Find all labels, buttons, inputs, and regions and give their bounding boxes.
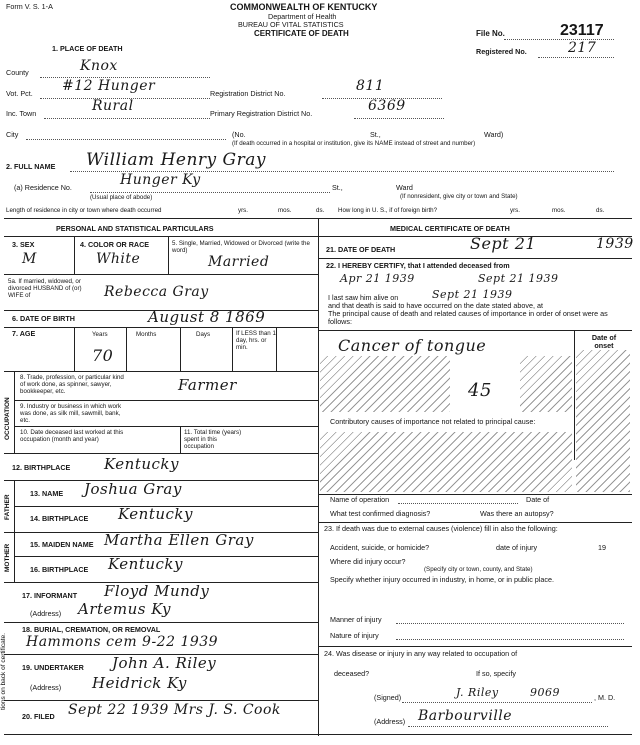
how-long-us: How long in U. S., if of foreign birth? xyxy=(338,207,438,214)
color-label: 4. COLOR OR RACE xyxy=(80,240,150,249)
dob-value: August 8 1869 xyxy=(148,308,266,326)
residence-label: (a) Residence No. xyxy=(14,183,72,192)
city-label: City xyxy=(6,130,19,139)
commonwealth-title: COMMONWEALTH OF KENTUCKY xyxy=(230,2,378,12)
where-injury-label: Where did injury occur? xyxy=(330,557,406,566)
age-years-value: 70 xyxy=(92,346,114,365)
signed-value: J. Riley xyxy=(456,686,499,699)
residence-st: St., xyxy=(332,183,343,192)
spouse-label: 5a. If married, widowed, or divorced HUSBAND of (or) WIFE of xyxy=(8,278,82,299)
hatched-area-4 xyxy=(576,350,630,492)
mother-birthplace-value: Kentucky xyxy=(108,555,183,573)
informant-value: Floyd Mundy xyxy=(104,582,210,600)
trade-value: Farmer xyxy=(178,376,237,394)
md-label: , M. D. xyxy=(594,693,616,702)
burial-label: 18. BURIAL, CREMATION, OR REMOVAL xyxy=(22,625,161,634)
informant-address-value: Artemus Ky xyxy=(78,600,171,618)
father-name-value: Joshua Gray xyxy=(84,480,182,498)
date-injury-year: 19 xyxy=(598,543,606,552)
less-than-label: If LESS than 1 day, hrs. or min. xyxy=(236,330,276,351)
sex-label: 3. SEX xyxy=(12,240,35,249)
specify-injury-label: Specify whether injury occurred in industry, in home, or in public place. xyxy=(330,575,554,584)
registered-no-value: 217 xyxy=(568,40,597,56)
length-residence-note: Length of residence in city or town where death occurred xyxy=(6,207,162,214)
occupation-side-label: OCCUPATION xyxy=(4,397,11,440)
usual-place-note: (Usual place of abode) xyxy=(90,194,153,201)
county-value: Knox xyxy=(80,58,118,74)
father-birthplace-value: Kentucky xyxy=(118,505,193,523)
trade-label: 8. Trade, profession, or particular kind of work done, as spinner, sawyer, bookkeeper, etc. xyxy=(20,374,124,395)
certificate-title: CERTIFICATE OF DEATH xyxy=(254,29,349,38)
mother-side-label: MOTHER xyxy=(4,543,11,572)
birthplace-label: 12. BIRTHPLACE xyxy=(12,463,71,472)
where-injury-note: (Specify city or town, county, and State) xyxy=(424,566,533,573)
vot-pct-value: #12 Hunger xyxy=(62,78,156,94)
death-said-note: and that death is said to have occurred on the date stated above, at xyxy=(328,301,543,310)
total-time-label: 11. Total time (years) spent in this occupation xyxy=(184,429,242,450)
external-causes-label: 23. If death was due to external causes (violence) fill in also the following: xyxy=(324,524,558,533)
us-mos: mos. xyxy=(552,207,566,214)
certify-from-value: Apr 21 1939 xyxy=(340,272,415,285)
autopsy-label: Was there an autopsy? xyxy=(480,509,554,518)
st-label: St., xyxy=(370,130,381,139)
bureau-name: BUREAU OF VITAL STATISTICS xyxy=(238,20,344,29)
undertaker-address-value: Heidrick Ky xyxy=(92,674,187,692)
spouse-value: Rebecca Gray xyxy=(104,284,209,300)
nature-injury-label: Nature of injury xyxy=(330,631,379,640)
years-label: Years xyxy=(92,331,108,338)
reg-district-value: 811 xyxy=(356,78,385,94)
certify-label: 22. I HEREBY CERTIFY, that I attended deceased from xyxy=(326,261,510,270)
contributory-label: Contributory causes of importance not related to principal cause: xyxy=(330,417,536,426)
nonresident-note: (If nonresident, give city or town and State) xyxy=(400,193,518,200)
operation-date-label: Date of xyxy=(526,495,550,504)
last-saw-value: Sept 21 1939 xyxy=(432,288,513,301)
date-onset-label: Date of onset xyxy=(591,333,617,350)
residence-ward: Ward xyxy=(396,183,413,192)
color-value: White xyxy=(96,251,141,267)
father-birthplace-label: 14. BIRTHPLACE xyxy=(30,514,89,523)
file-no-label: File No. xyxy=(476,29,505,38)
mother-maiden-label: 15. MAIDEN NAME xyxy=(30,540,94,549)
reg-district-label: Registration District No. xyxy=(210,89,286,98)
informant-address-label: (Address) xyxy=(30,609,62,618)
mother-birthplace-label: 16. BIRTHPLACE xyxy=(30,565,89,574)
marital-value: Married xyxy=(208,254,270,270)
hatched-area-2 xyxy=(520,356,572,412)
father-side-label: FATHER xyxy=(4,494,11,520)
date-death-label: 21. DATE OF DEATH xyxy=(326,245,396,254)
filed-value: Sept 22 1939 Mrs J. S. Cook xyxy=(68,702,281,718)
birthplace-value: Kentucky xyxy=(104,455,179,473)
undertaker-value: John A. Riley xyxy=(112,654,217,672)
marital-label: 5. Single, Married, Widowed or Divorced (write the word) xyxy=(172,240,310,254)
us-yrs: yrs. xyxy=(510,207,520,214)
accident-label: Accident, suicide, or homicide? xyxy=(330,543,430,552)
occupation-related-label: 24. Was disease or injury in any way related to occupation of xyxy=(324,649,518,658)
inc-town-label: Inc. Town xyxy=(6,109,37,118)
informant-label: 17. INFORMANT xyxy=(22,591,78,600)
certify-to-value: Sept 21 1939 xyxy=(478,272,559,285)
age-label: 7. AGE xyxy=(12,329,36,338)
medical-section-title: MEDICAL CERTIFICATE OF DEATH xyxy=(390,224,510,233)
hatched-area-1 xyxy=(320,356,450,412)
primary-reg-value: 6369 xyxy=(368,98,406,114)
cause-value: Cancer of tongue xyxy=(338,336,487,355)
last-worked-label: 10. Date deceased last worked at this occupation (month and year) xyxy=(20,429,124,443)
date-injury-label: date of injury xyxy=(496,543,538,552)
industry-label: 9. Industry or business in which work was done, as silk mill, sawmill, bank, etc. xyxy=(20,403,122,424)
date-death-value: Sept 21 xyxy=(470,234,537,253)
diagnosis-label: What test confirmed diagnosis? xyxy=(330,509,431,518)
registered-no-label: Registered No. xyxy=(476,47,527,56)
date-death-year: 1939 xyxy=(596,236,634,252)
mother-maiden-value: Martha Ellen Gray xyxy=(104,531,254,549)
physician-address-value: Barbourville xyxy=(418,708,513,724)
no-label: (No. xyxy=(232,130,246,139)
ward-label: Ward) xyxy=(484,130,504,139)
last-saw-label: I last saw him alive on xyxy=(328,293,399,302)
county-label: County xyxy=(6,68,29,77)
full-name-value: William Henry Gray xyxy=(86,150,266,170)
primary-reg-label: Primary Registration District No. xyxy=(210,109,313,118)
length-ds: ds. xyxy=(316,207,325,214)
side-note: tions on back of certificate. xyxy=(0,633,7,710)
file-no-value: 23117 xyxy=(560,22,604,39)
burial-value: Hammons cem 9-22 1939 xyxy=(26,634,219,650)
length-mos: mos. xyxy=(278,207,292,214)
dob-label: 6. DATE OF BIRTH xyxy=(12,314,75,323)
full-name-label: 2. FULL NAME xyxy=(6,162,56,171)
inc-town-value: Rural xyxy=(92,98,134,114)
deceased-label: deceased? xyxy=(334,669,370,678)
signed-label: (Signed) xyxy=(374,693,402,702)
form-number: Form V. S. 1-A xyxy=(6,2,53,11)
days-label: Days xyxy=(196,331,211,338)
hatched-area-3 xyxy=(320,432,572,492)
sex-value: M xyxy=(22,251,37,267)
months-label: Months xyxy=(136,331,157,338)
length-yrs: yrs. xyxy=(238,207,248,214)
personal-section-title: PERSONAL AND STATISTICAL PARTICULARS xyxy=(56,224,214,233)
father-name-label: 13. NAME xyxy=(30,489,64,498)
undertaker-label: 19. UNDERTAKER xyxy=(22,663,84,672)
filed-label: 20. FILED xyxy=(22,712,55,721)
undertaker-address-label: (Address) xyxy=(30,683,62,692)
vot-pct-label: Vot. Pct. xyxy=(6,89,33,98)
physician-address-label: (Address) xyxy=(374,717,406,726)
hospital-note: (If death occurred in a hospital or institution, give its NAME instead of street and number) xyxy=(232,140,476,147)
operation-label: Name of operation xyxy=(330,495,390,504)
us-ds: ds. xyxy=(596,207,605,214)
principal-cause-note: The principal cause of death and related causes of importance in order of onset were as follows: xyxy=(328,309,608,326)
department-name: Department of Health xyxy=(268,12,337,21)
signed-number: 9069 xyxy=(530,686,560,699)
duration-value: 45 xyxy=(468,380,492,401)
place-of-death-title: 1. PLACE OF DEATH xyxy=(52,44,123,53)
if-so-label: If so, specify xyxy=(476,669,516,678)
residence-value: Hunger Ky xyxy=(120,172,201,188)
manner-injury-label: Manner of injury xyxy=(330,615,382,624)
